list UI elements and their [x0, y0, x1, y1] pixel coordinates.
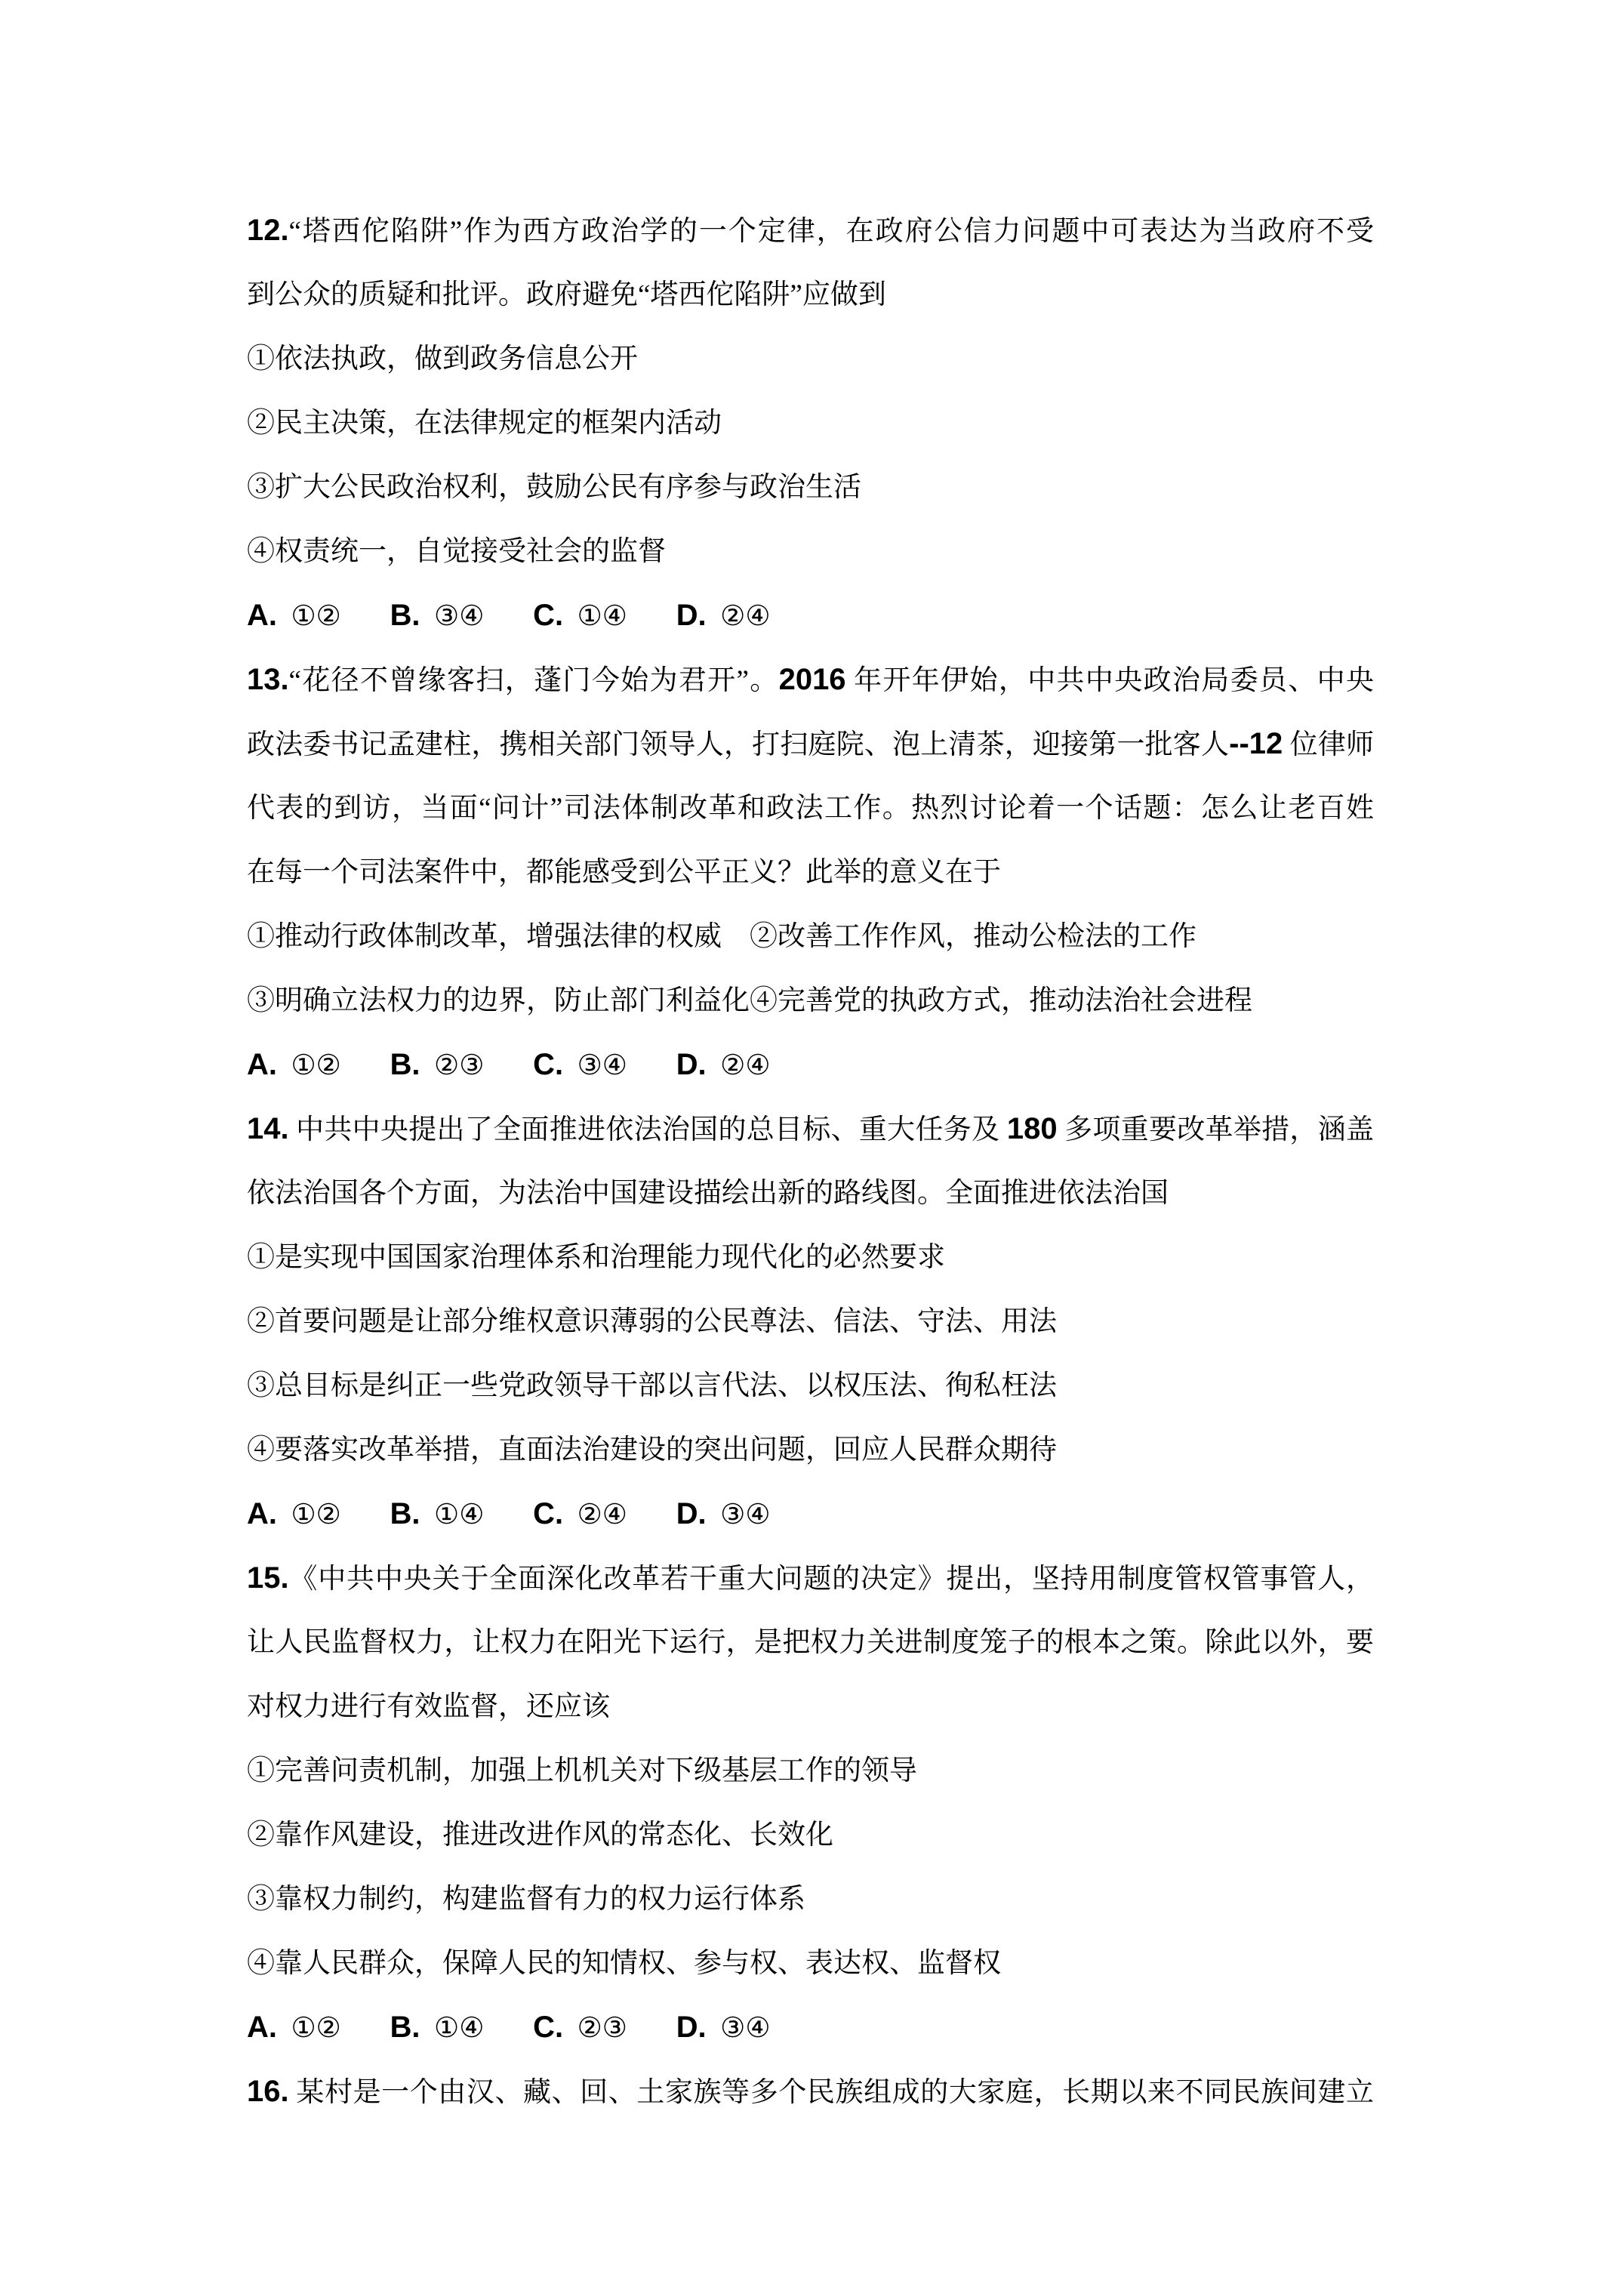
option-item-4: ④靠人民群众，保障人民的知情权、参与权、表达权、监督权: [247, 1948, 1001, 1979]
question-stem-line: 15.《中共中央关于全面深化改革若干重大问题的决定》提出，坚持用制度管权管事管人，: [247, 1561, 1374, 1595]
question-stem-line: 14. 中共中央提出了全面推进依法治国的总目标、重大任务及 180 多项重要改革举措，涵盖: [247, 1112, 1375, 1145]
answer-choices-row: A. ①② B. ③④ C. ①④ D. ②④: [247, 599, 771, 632]
question-14: [247, 1097, 1374, 1546]
option-item-1: ①是实现中国国家治理体系和治理能力现代化的必然要求: [247, 1242, 945, 1273]
question-15: [247, 1546, 1374, 2060]
option-item-1-2: ①推动行政体制改革，增强法律的权威 ②改善工作作风，推动公检法的工作: [247, 921, 1196, 952]
question-stem-line: 依法治国各个方面，为法治中国建设描绘出新的路线图。全面推进依法治国: [247, 1178, 1169, 1209]
question-16: [247, 2060, 1374, 2124]
question-12: [247, 199, 1374, 648]
question-stem-line: 13.“花径不曾缘客扫，蓬门今始为君开”。2016 年开年伊始，中共中央政治局委员、中央: [247, 663, 1374, 696]
question-stem-line: 对权力进行有效监督，还应该: [247, 1691, 610, 1722]
option-item-2: ②靠作风建设，推进改进作风的常态化、长效化: [247, 1820, 833, 1851]
option-item-2: ②民主决策，在法律规定的框架内活动: [247, 408, 722, 439]
question-stem-line: 12.“塔西佗陷阱”作为西方政治学的一个定律，在政府公信力问题中可表达为当政府不受: [247, 214, 1374, 247]
option-item-4: ④权责统一，自觉接受社会的监督: [247, 536, 666, 567]
option-item-3: ③扩大公民政治权利，鼓励公民有序参与政治生活: [247, 472, 861, 503]
option-item-2: ②首要问题是让部分维权意识薄弱的公民尊法、信法、守法、用法: [247, 1306, 1057, 1337]
option-item-4: ④要落实改革举措，直面法治建设的突出问题，回应人民群众期待: [247, 1435, 1057, 1465]
question-stem-line: 到公众的质疑和批评。政府避免“塔西佗陷阱”应做到: [247, 279, 886, 310]
option-item-3: ③总目标是纠正一些党政领导干部以言代法、以权压法、徇私枉法: [247, 1370, 1057, 1401]
option-item-3: ③靠权力制约，构建监督有力的权力运行体系: [247, 1884, 805, 1915]
question-13: [247, 648, 1374, 1097]
question-stem-line: 政法委书记孟建柱，携相关部门领导人，打扫庭院、泡上清茶，迎接第一批客人--12 位律师: [247, 727, 1375, 760]
question-stem-line: 代表的到访，当面“问计”司法体制改革和政法工作。热烈讨论着一个话题：怎么让老百姓: [247, 793, 1374, 824]
question-stem-line: 在每一个司法案件中，都能感受到公平正义？此举的意义在于: [247, 857, 1001, 888]
option-item-3-4: ③明确立法权力的边界，防止部门利益化④完善党的执政方式，推动法治社会进程: [247, 985, 1252, 1016]
option-item-1: ①依法执政，做到政务信息公开: [247, 344, 638, 374]
question-stem-line: 让人民监督权力，让权力在阳光下运行，是把权力关进制度笼子的根本之策。除此以外，要: [247, 1627, 1374, 1658]
exam-page: [247, 199, 1374, 2124]
question-stem-line: 16. 某村是一个由汉、藏、回、土家族等多个民族组成的大家庭，长期以来不同民族间建立: [247, 2075, 1374, 2108]
answer-choices-row: A. ①② B. ①④ C. ②③ D. ③④: [247, 2011, 771, 2044]
answer-choices-row: A. ①② B. ②③ C. ③④ D. ②④: [247, 1048, 771, 1081]
option-item-1: ①完善问责机制，加强上机机关对下级基层工作的领导: [247, 1755, 917, 1786]
answer-choices-row: A. ①② B. ①④ C. ②④ D. ③④: [247, 1497, 771, 1530]
